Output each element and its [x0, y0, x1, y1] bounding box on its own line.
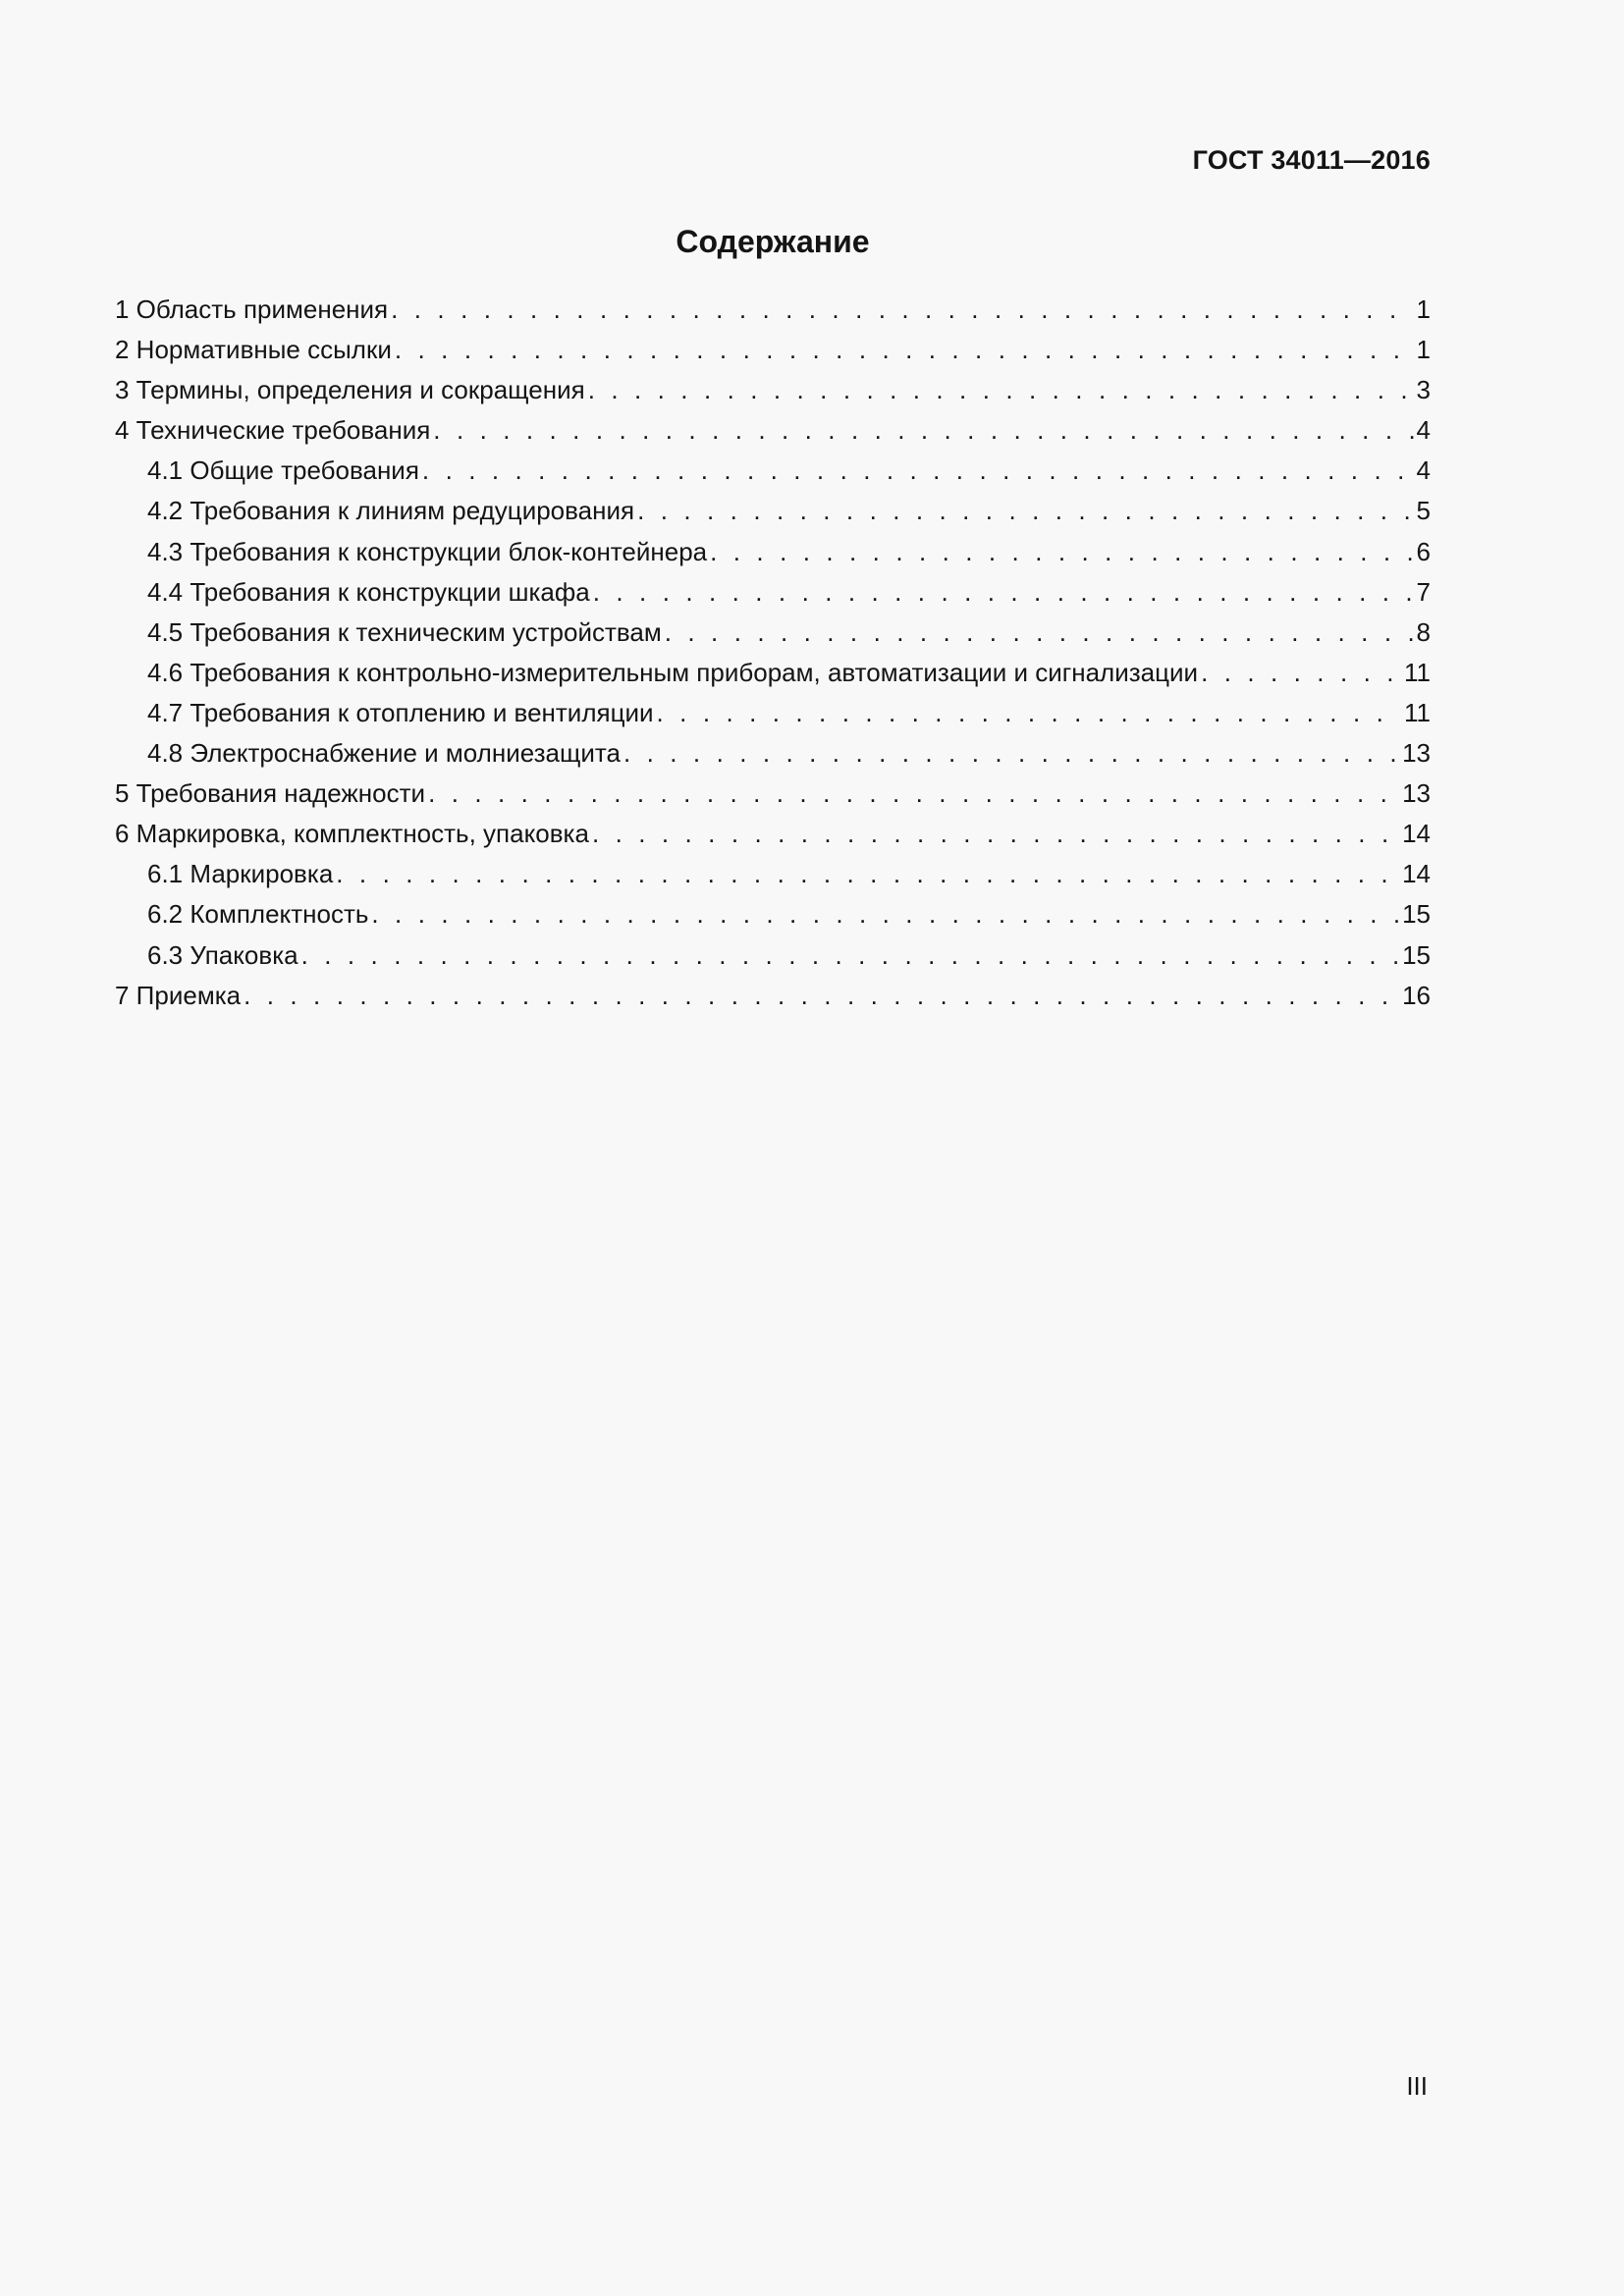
- toc-entry-label: 7 Приемка: [115, 980, 242, 1010]
- toc-entry[interactable]: [115, 653, 1431, 693]
- toc-leader-dots: [1201, 653, 1401, 693]
- toc-entry-label: 4.8 Электроснабжение и молниезащита: [147, 738, 621, 769]
- toc-entry-page: 11: [1404, 657, 1431, 687]
- toc-entry-label: 4.2 Требования к линиям редуцирования: [147, 496, 635, 526]
- toc-entry-page: 3: [1416, 375, 1431, 405]
- toc-title: Содержание: [676, 224, 870, 259]
- toc-leader-dots: [623, 733, 1399, 774]
- toc-entry-label: 4.7 Требования к отоплению и вентиляции: [147, 697, 654, 727]
- toc-entry[interactable]: [115, 290, 1431, 330]
- toc-leader-dots: [592, 814, 1399, 854]
- toc-entry[interactable]: [115, 693, 1431, 733]
- toc-entry-page: 4: [1416, 455, 1431, 486]
- toc-leader-dots: [301, 935, 1399, 976]
- toc-entry[interactable]: [115, 854, 1431, 894]
- toc-entry-label: 5 Требования надежности: [115, 778, 426, 809]
- toc-entry-label: 1 Область применения: [115, 294, 389, 324]
- toc-entry-label: 4.1 Общие требования: [147, 455, 419, 486]
- toc-entry[interactable]: [115, 370, 1431, 410]
- toc-leader-dots: [637, 491, 1413, 531]
- toc-entry-page: 15: [1402, 939, 1431, 970]
- toc-entry-page: 13: [1402, 778, 1431, 809]
- toc-entry-page: 4: [1416, 415, 1431, 446]
- toc-entry-page: 14: [1402, 819, 1431, 849]
- toc-leader-dots: [710, 532, 1413, 572]
- toc-entry-page: 8: [1416, 616, 1431, 647]
- toc-entry-label: 6.3 Упаковка: [147, 939, 298, 970]
- toc-entry[interactable]: [115, 410, 1431, 451]
- toc-entry-page: 15: [1402, 899, 1431, 930]
- toc-leader-dots: [593, 572, 1414, 613]
- toc-entry-label: 4.6 Требования к контрольно-измерительным приборам, автоматизации и сигнализации: [147, 657, 1199, 687]
- table-of-contents: [115, 290, 1431, 1016]
- toc-leader-dots: [391, 290, 1413, 330]
- toc-entry-label: 6.2 Комплектность: [147, 899, 369, 930]
- toc-entry-label: 4.4 Требования к конструкции шкафа: [147, 576, 590, 607]
- toc-leader-dots: [433, 410, 1413, 451]
- toc-entry-page: 1: [1416, 335, 1431, 365]
- toc-entry-label: 4 Технические требования: [115, 415, 431, 446]
- toc-leader-dots: [657, 693, 1401, 733]
- toc-leader-dots: [588, 370, 1414, 410]
- toc-entry-label: 2 Нормативные ссылки: [115, 335, 392, 365]
- toc-entry-label: 4.5 Требования к техническим устройствам: [147, 616, 662, 647]
- toc-leader-dots: [371, 894, 1399, 934]
- toc-entry[interactable]: [115, 613, 1431, 653]
- toc-entry-page: 16: [1402, 980, 1431, 1010]
- toc-entry-label: 6.1 Маркировка: [147, 859, 334, 889]
- toc-entry-page: 5: [1416, 496, 1431, 526]
- toc-entry-label: 6 Маркировка, комплектность, упаковка: [115, 819, 589, 849]
- toc-leader-dots: [665, 613, 1414, 653]
- toc-entry[interactable]: [115, 976, 1431, 1016]
- toc-entry-label: 3 Термины, определения и сокращения: [115, 375, 585, 405]
- toc-entry-page: 13: [1402, 738, 1431, 769]
- toc-leader-dots: [422, 451, 1414, 491]
- toc-leader-dots: [336, 854, 1399, 894]
- toc-entry[interactable]: [115, 532, 1431, 572]
- toc-entry-page: 7: [1416, 576, 1431, 607]
- toc-leader-dots: [244, 976, 1399, 1016]
- toc-leader-dots: [395, 330, 1414, 370]
- toc-entry[interactable]: [115, 774, 1431, 814]
- toc-entry-page: 14: [1402, 859, 1431, 889]
- toc-entry[interactable]: [115, 330, 1431, 370]
- toc-entry-page: 1: [1416, 294, 1431, 324]
- toc-entry[interactable]: [115, 733, 1431, 774]
- toc-entry[interactable]: [115, 894, 1431, 934]
- toc-entry[interactable]: [115, 491, 1431, 531]
- toc-leader-dots: [428, 774, 1399, 814]
- toc-entry[interactable]: [115, 572, 1431, 613]
- toc-entry[interactable]: [115, 935, 1431, 976]
- toc-entry[interactable]: [115, 814, 1431, 854]
- toc-entry-page: 11: [1404, 697, 1431, 727]
- document-code: ГОСТ 34011—2016: [1192, 145, 1431, 175]
- toc-entry-page: 6: [1416, 536, 1431, 566]
- page-number: III: [1406, 2071, 1428, 2101]
- toc-entry-label: 4.3 Требования к конструкции блок-контейнера: [147, 536, 708, 566]
- toc-entry[interactable]: [115, 451, 1431, 491]
